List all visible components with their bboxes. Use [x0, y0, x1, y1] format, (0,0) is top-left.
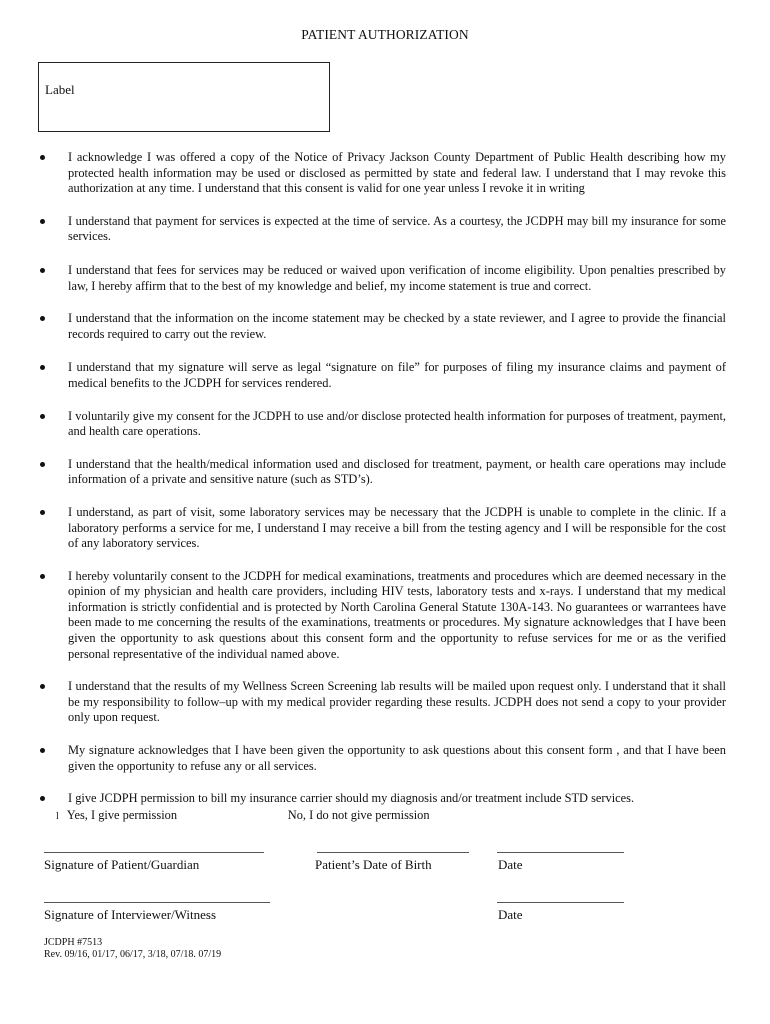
revision-dates: Rev. 09/16, 01/17, 06/17, 3/18, 07/18. 07/19 — [44, 948, 222, 960]
bullet-icon — [40, 155, 45, 160]
statement-std-billing — [40, 791, 726, 807]
statement-text: My signature acknowledges that I have been given the opportunity to ask questions about this consent form , and that I have been given the opportunity to refuse any or all services. — [68, 743, 726, 773]
statement-refuse-services — [40, 743, 726, 774]
statement-phi-consent — [40, 409, 726, 440]
statement-laboratory — [40, 505, 726, 552]
statement-signature-on-file — [40, 360, 726, 391]
patient-label-box — [38, 62, 330, 132]
bullet-icon — [40, 414, 45, 419]
date-line-1[interactable] — [497, 852, 624, 853]
statement-payment — [40, 214, 726, 245]
page-title: PATIENT AUTHORIZATION — [301, 27, 469, 42]
statement-text: I understand that payment for services is expected at the time of service. As a courtesy, the JCDPH may bill my insurance for some services. — [68, 213, 726, 244]
statement-text: I acknowledge I was offered a copy of the Notice of Privacy Jackson County Department of Public Health describing how my protected health information may be used or disclosed as permitted by state and federal law. I understand that I may revoke this authorization at any time. I understand that this consent is valid for one year unless I revoke it in writing — [68, 150, 726, 196]
statement-text: I understand, as part of visit, some laboratory services may be necessary that the JCDPH is unable to complete in the clinic. If a laboratory performs a service for me, I understand I may receive a bill from the testing agency and I will be responsible for the cost of any laboratory services. — [68, 504, 726, 551]
statement-text: I understand that the results of my Wellness Screen Screening lab results will be mailed upon request only. I understand that it shall be my responsibility to follow–up with my medical provider regarding these results. JCDPH does not send a copy to your provider only upon request. — [68, 679, 726, 725]
permission-no-label[interactable]: No, I do not give permission — [287, 808, 430, 822]
statement-text: I hereby voluntarily consent to the JCDPH for medical examinations, treatments and procedures which are deemed necessary in the opinion of my physician and health care providers, including HIV tests, laboratory tests and x-rays. I understand that my medical information is strictly confidential and is protected by North Carolina General Statute 130A-143. No guarantees or warrantees have been made to me concerning the results of the examinations, treatments or procedures. My signature acknowledges that I have been given the opportunity to ask questions about this consent form and the opportunity to refuse services for me or as the verified personal representative of the individual named above. — [68, 568, 726, 661]
date-label-1: Date — [498, 857, 523, 872]
dob-line[interactable] — [317, 852, 469, 853]
permission-yes-label[interactable]: Yes, I give permission — [66, 808, 178, 822]
witness-signature-label: Signature of Interviewer/Witness — [44, 907, 217, 922]
witness-signature-line[interactable] — [44, 902, 270, 903]
date-label-2: Date — [498, 907, 523, 922]
statement-wellness-results — [40, 679, 726, 726]
statement-fees — [40, 263, 726, 294]
bullet-icon — [40, 316, 45, 321]
bullet-icon — [40, 510, 45, 515]
authorization-statements — [40, 150, 726, 807]
bullet-icon — [40, 268, 45, 273]
date-line-2[interactable] — [497, 902, 624, 903]
statement-sensitive-info — [40, 457, 726, 488]
permission-options — [56, 808, 430, 823]
bullet-icon — [40, 574, 45, 579]
statement-income-review — [40, 311, 726, 342]
patient-signature-label: Signature of Patient/Guardian — [44, 857, 200, 872]
form-number: JCDPH #7513 — [44, 937, 103, 948]
statement-text: I understand that the information on the income statement may be checked by a state reviewer, and I agree to provide the financial records required to carry out the review. — [68, 311, 726, 341]
statement-text: I understand that fees for services may be reduced or waived upon verification of income eligibility. Upon penalties prescribed by law, I hereby affirm that to the best of my knowledge and belief, my income statement is true and correct. — [68, 262, 726, 293]
dob-label: Patient’s Date of Birth — [315, 857, 432, 872]
label-box-text: Label — [45, 82, 75, 97]
statement-text: I voluntarily give my consent for the JCDPH to use and/or disclose protected health information for purposes of treatment, payment, and health care operations. — [68, 408, 726, 439]
checkbox-icon[interactable]: l — [56, 811, 59, 822]
bullet-icon — [40, 462, 45, 467]
bullet-icon — [40, 219, 45, 224]
patient-signature-line[interactable] — [44, 852, 264, 853]
bullet-icon — [40, 796, 45, 801]
bullet-icon — [40, 748, 45, 753]
statement-medical-consent — [40, 569, 726, 663]
statement-text: I give JCDPH permission to bill my insurance carrier should my diagnosis and/or treatment include STD services. — [68, 791, 635, 806]
bullet-icon — [40, 684, 45, 689]
statement-privacy-notice — [40, 150, 726, 197]
form-footer — [44, 937, 221, 960]
statement-text: I understand that the health/medical information used and disclosed for treatment, payment, or health care operations may include information of a private and sensitive nature (such as STD’s). — [68, 456, 726, 487]
statement-text: I understand that my signature will serve as legal “signature on file” for purposes of filing my insurance claims and payment of medical benefits to the JCDPH for services rendered. — [68, 360, 726, 390]
bullet-icon — [40, 365, 45, 370]
